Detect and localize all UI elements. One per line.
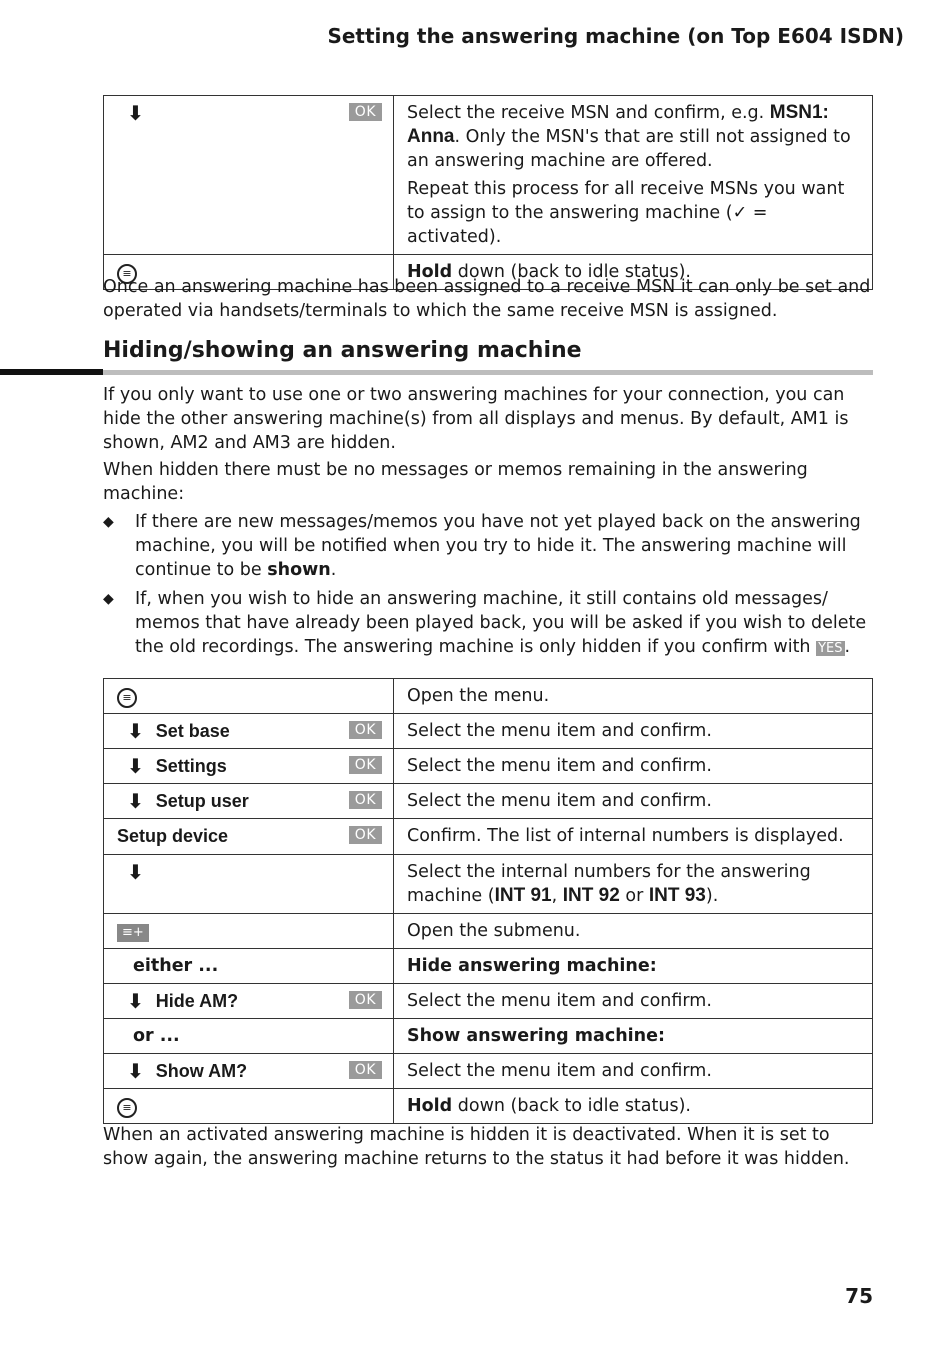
submenu-key-icon: ≡+: [117, 924, 149, 942]
table-row: or ... Show answering machine:: [104, 1019, 873, 1054]
menu-key-icon: ≡: [117, 688, 137, 708]
list-item: ◆ If there are new messages/memos you have not yet played back on the answering machine, you will be notified when you try to hide it. The answering machine will continue to be shown.: [103, 512, 861, 580]
table-row: ⬇ Show AM? OK Select the menu item and confirm.: [104, 1054, 873, 1089]
ok-key: OK: [349, 756, 382, 774]
bullet-icon: ◆: [103, 591, 114, 607]
ok-key: OK: [349, 791, 382, 809]
menu-item-label: Set base: [155, 721, 230, 741]
ok-key: OK: [349, 1061, 382, 1079]
list-item: ◆ If, when you wish to hide an answering machine, it still contains old messages/ memos that have already been played back, you will be asked if you wish to delete the old recordings. The answering machine is only hidden if you confirm with YES .: [103, 589, 867, 657]
steps-table-msn: [103, 95, 873, 290]
table-row: Setup device OK Confirm. The list of internal numbers is displayed.: [104, 819, 873, 855]
yes-key: YES: [818, 641, 843, 656]
down-arrow-icon: ⬇: [127, 719, 144, 743]
ok-key: OK: [349, 721, 382, 739]
steps-table-hide-show: [103, 678, 873, 1124]
check-icon: ✓: [732, 203, 748, 223]
down-arrow-icon: ⬇: [127, 789, 144, 813]
table-row: either ... Hide answering machine:: [104, 949, 873, 984]
down-arrow-icon: ⬇: [127, 101, 144, 125]
end-call-key-icon: ≡: [117, 264, 137, 284]
ok-key: OK: [349, 991, 382, 1009]
down-arrow-icon: ⬇: [127, 860, 144, 884]
divider: [0, 369, 103, 375]
end-call-key-icon: ≡: [117, 1098, 137, 1118]
menu-item-label: Setup device: [117, 826, 229, 846]
menu-item-label: Show AM?: [155, 1061, 248, 1081]
paragraph: If you only want to use one or two answering machines for your connection, you can hide the other answering machine(s) from all displays and menus. By default, AM1 is shown, AM2 and AM3 are hidden.: [103, 385, 849, 453]
page-number: 75: [845, 1284, 873, 1308]
table-row: ⬇ Select the internal numbers for the answering machine (INT 91, INT 92 or INT 93).: [104, 855, 873, 914]
divider: [103, 370, 873, 375]
paragraph: When hidden there must be no messages or memos remaining in the answering machine:: [103, 460, 808, 504]
paragraph: Once an answering machine has been assigned to a receive MSN it can only be set and operated via handsets/terminals to which the same receive MSN is assigned.: [103, 277, 871, 321]
ok-key: OK: [349, 826, 382, 844]
table-row: ⬇ Hide AM? OK Select the menu item and confirm.: [104, 984, 873, 1019]
step-description: Select the receive MSN and confirm, e.g. MSN1: Anna. Only the MSN's that are still not assigned to an answering machine are offered.: [407, 102, 851, 171]
table-row: ≡ Hold down (back to idle status).: [104, 1089, 873, 1124]
paragraph: When an activated answering machine is hidden it is deactivated. When it is set to show again, the answering machine returns to the status it had before it was hidden.: [103, 1125, 850, 1169]
menu-item-label: Hide AM?: [155, 991, 239, 1011]
table-row: ≡ Hold down (back to idle status).: [104, 255, 873, 290]
page-header: Setting the answering machine (on Top E604 ISDN): [327, 24, 904, 48]
step-description: Repeat this process for all receive MSNs you want to assign to the answering machine (✓ = activated).: [407, 179, 845, 247]
ok-key: OK: [349, 103, 382, 121]
bullet-icon: ◆: [103, 514, 114, 530]
menu-item-label: Settings: [155, 756, 227, 776]
section-title: Hiding/showing an answering machine: [103, 338, 582, 363]
down-arrow-icon: ⬇: [127, 754, 144, 778]
table-row: ⬇ Setup user OK Select the menu item and confirm.: [104, 784, 873, 819]
menu-item-label: Setup user: [155, 791, 249, 811]
down-arrow-icon: ⬇: [127, 1059, 144, 1083]
down-arrow-icon: ⬇: [127, 989, 144, 1013]
table-row: [104, 96, 873, 255]
table-row: ≡ Open the menu.: [104, 679, 873, 714]
table-row: ⬇ Set base OK Select the menu item and confirm.: [104, 714, 873, 749]
table-row: ≡+ Open the submenu.: [104, 914, 873, 949]
table-row: ⬇ Settings OK Select the menu item and confirm.: [104, 749, 873, 784]
